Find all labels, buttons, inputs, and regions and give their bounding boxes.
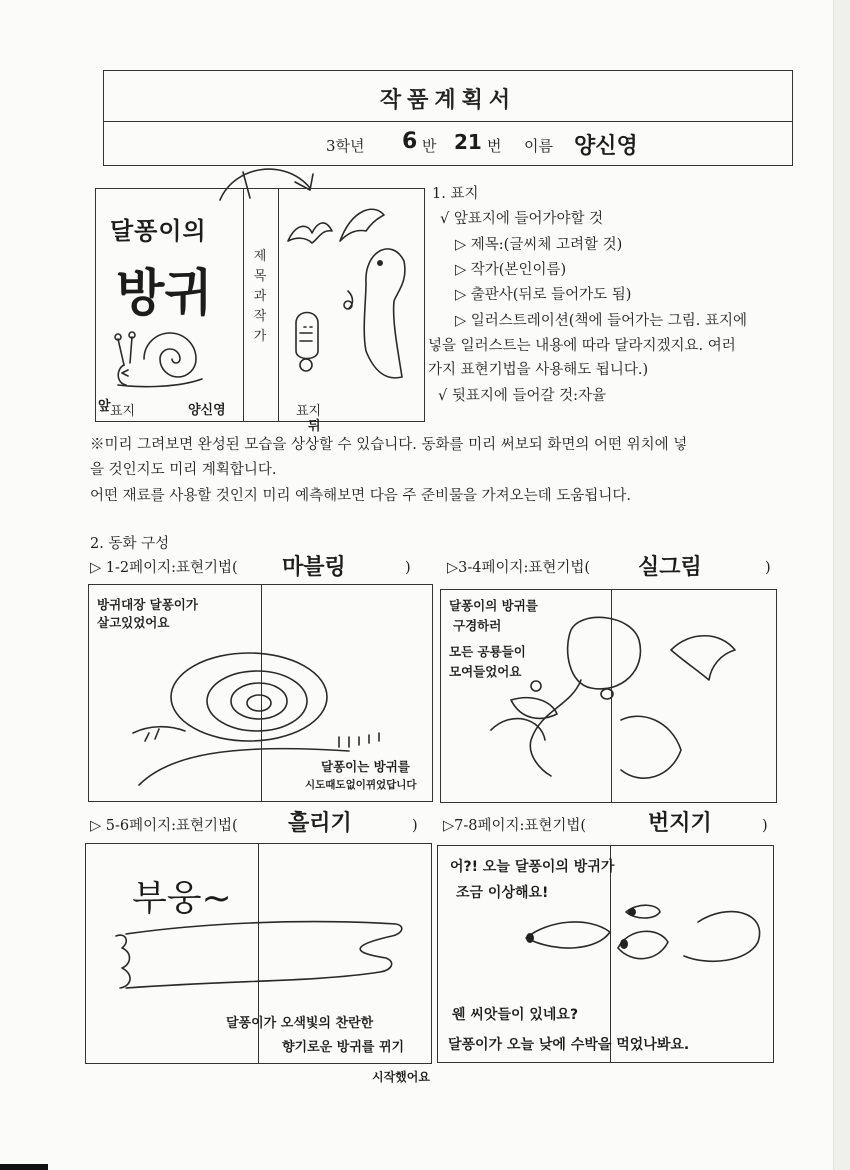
back-cover-mark: 뒤 xyxy=(308,419,321,434)
note-line-3: 어떤 재료를 사용할 것인지 미리 예측해보면 다음 주 준비물을 가져오는데 도움됩니다. xyxy=(90,488,631,504)
section2-heading: 2. 동화 구성 xyxy=(90,536,170,552)
page-title: 작품계획서 xyxy=(379,88,517,113)
panel-5-6-text-bottom-1: 달퐁이가 오색빛의 찬란한 xyxy=(226,1016,374,1031)
panel-1-2-text-top-2: 살고있었어요 xyxy=(97,615,170,630)
panel-5-6-text-bottom-2: 향기로운 방귀를 뀌기 xyxy=(282,1040,405,1055)
scan-edge xyxy=(833,0,850,1170)
section1-heading: 1. 표지 xyxy=(432,186,479,202)
page-1-2-technique: 마블링 xyxy=(282,555,346,580)
panel-3-4-text-3: 모든 공룡들이 xyxy=(449,644,526,659)
grade-label: 3학년 xyxy=(326,137,365,155)
cover-divider-right xyxy=(278,189,279,421)
back-cover-label: 표지 xyxy=(296,404,322,419)
number-label: 번 xyxy=(487,137,502,155)
panel-3-4-text-2: 구경하러 xyxy=(453,618,502,633)
illustration-note-2: 가지 표현기법을 사용해도 됩니다.) xyxy=(428,362,649,378)
panel-7-8-text-bottom-1: 웬 씨앗들이 있네요? xyxy=(452,1007,579,1023)
marbling-swirl-illustration xyxy=(109,635,419,775)
note-line-1: ※미리 그려보면 완성된 모습을 상상할 수 있습니다. 동화를 미리 써보되 화면의 어떤 위치에 넣 xyxy=(90,437,688,453)
page-7-8-close: ) xyxy=(762,818,768,834)
panel-5-6-big-text: 부웅~ xyxy=(132,878,232,919)
requirement-author: ▷ 작가(본인이름) xyxy=(455,262,567,278)
front-cover-mark: 앞 xyxy=(98,399,111,414)
seeds-illustration xyxy=(508,902,768,1002)
panel-3-4-text-1: 달퐁이의 방귀를 xyxy=(449,598,538,613)
page-5-6-label: ▷ 5-6페이지:표현기법( xyxy=(90,818,238,834)
panel-3-4-text-4: 모여들었어요 xyxy=(449,664,522,679)
back-cover-requirements: √ 뒷표지에 들어갈 것:자율 xyxy=(438,388,607,404)
page-3-4-technique: 실그림 xyxy=(638,555,702,580)
spine-text: 제목과작가 xyxy=(253,249,267,344)
illustration-note-1: 넣을 일러스트는 내용에 따라 달라지겠지요. 여러 xyxy=(428,338,736,354)
name-value: 양신영 xyxy=(574,134,638,159)
name-label: 이름 xyxy=(524,137,553,155)
class-label: 반 xyxy=(422,137,437,155)
panel-page-3-4 xyxy=(440,589,777,803)
header-table xyxy=(103,70,793,166)
note-line-2: 을 것인지도 미리 계획합니다. xyxy=(90,462,277,478)
panel-1-2-text-top-1: 방귀대장 달퐁이가 xyxy=(97,597,198,612)
requirement-title: ▷ 제목:(글씨체 고려할 것) xyxy=(455,237,623,253)
front-cover-requirements: √ 앞표지에 들어가야할 것 xyxy=(440,211,604,227)
front-cover-author: 양신영 xyxy=(188,403,226,418)
student-number: 21 xyxy=(454,130,482,154)
dinosaur-illustration xyxy=(282,201,422,391)
panel-5-6-text-bottom-3: 시작했어요 xyxy=(372,1070,430,1084)
page-3-4-label: ▷3-4페이지:표현기법( xyxy=(447,560,591,576)
page-5-6-close: ) xyxy=(412,818,418,834)
page-7-8-technique: 번지기 xyxy=(648,811,712,836)
page-1-2-label: ▷ 1-2페이지:표현기법( xyxy=(90,560,238,576)
requirement-publisher: ▷ 출판사(뒤로 들어가도 됨) xyxy=(455,287,632,303)
front-cover-title-line1: 달퐁이의 xyxy=(110,217,207,245)
panel-7-8-text-bottom-2: 달퐁이가 오늘 낮에 수박을 먹었나봐요. xyxy=(448,1037,690,1053)
panel-page-1-2 xyxy=(88,584,433,802)
panel-1-2-text-bottom-2: 시도때도없이뀌었답니다 xyxy=(305,779,417,791)
page-3-4-close: ) xyxy=(765,560,771,576)
panel-7-8-text-top-1: 어?! 오늘 달퐁이의 방귀가 xyxy=(450,859,615,875)
panel-7-8-text-top-2: 조금 이상해요! xyxy=(456,885,549,901)
page-1-2-close: ) xyxy=(405,560,411,576)
snail-illustration xyxy=(114,317,234,397)
scan-corner-mark xyxy=(0,1164,48,1170)
page-5-6-technique: 흘리기 xyxy=(288,811,352,836)
header-divider xyxy=(104,121,792,122)
panel-page-7-8 xyxy=(437,845,774,1063)
panel-1-2-text-bottom-1: 달퐁이는 방귀를 xyxy=(321,759,410,774)
front-cover-title-line2: 방귀 xyxy=(116,264,213,322)
requirement-illustration: ▷ 일러스트레이션(책에 들어가는 그림. 표지에 xyxy=(455,313,747,329)
dinosaurs-thread-illustration xyxy=(471,610,771,800)
panel-page-5-6 xyxy=(85,843,432,1064)
blowing-stream-illustration xyxy=(96,914,426,1014)
cover-sketch-box xyxy=(95,188,425,434)
front-cover-label: 표지 xyxy=(110,404,136,419)
cover-divider-left xyxy=(243,189,244,421)
page-7-8-label: ▷7-8페이지:표현기법( xyxy=(443,818,587,834)
class-number: 6 xyxy=(402,129,418,154)
